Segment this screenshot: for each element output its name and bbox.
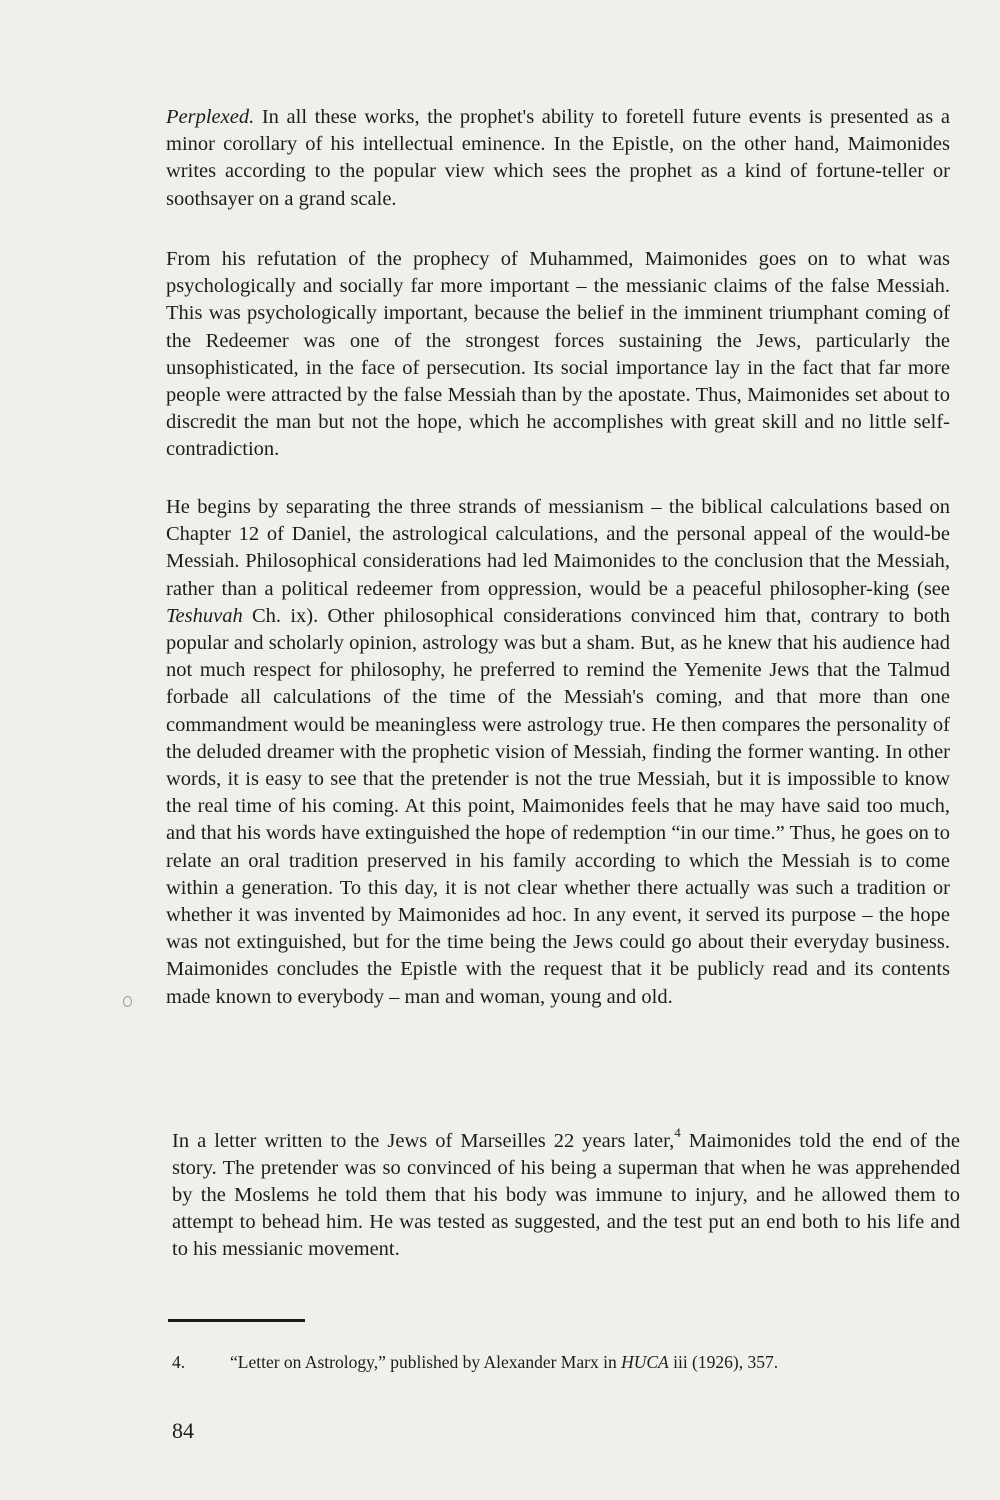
footnote — [172, 1351, 778, 1373]
footnote-text: “Letter on Astrology,” published by Alexander Marx in — [230, 1352, 622, 1372]
paragraph-marseilles-letter — [172, 1125, 960, 1263]
footnote-text-continued: iii (1926), 357. — [668, 1352, 779, 1372]
paragraph-perplexed — [166, 104, 950, 213]
italic-teshuvah: Teshuvah — [166, 604, 243, 627]
scan-speck-mark — [123, 996, 132, 1007]
paragraph-text: In a letter written to the Jews of Marseilles 22 years later, — [172, 1130, 675, 1152]
paragraph-text: He begins by separating the three strands of messianism – the biblical calculations based on Chapter 12 of Daniel, the astrological calculations, and the personal appeal of the would-be Messiah. Philosophical considerations had led Maimonides to the conclusion that the Messiah, rather than a political redeemer from oppression, would be a peaceful philosopher-king (see — [166, 496, 950, 600]
paragraph-refutation — [166, 246, 950, 464]
italic-lead-word: Perplexed. — [166, 106, 255, 128]
page-number: 84 — [172, 1418, 194, 1443]
paragraph-text-continued: Ch. ix). Other philosophical considerations convinced him that, contrary to both popular and scholarly opinion, astrology was but a sham. But, as he knew that his audience had not much respect for philosophy, he preferred to remind the Yemenite Jews that the Talmud forbade all calculations of the time of the Messiah's coming, and that more than one commandment would be meaningless were astrology true. He then compares the personality of the deluded dreamer with the prophetic vision of Messiah, finding the former wanting. In other words, it is easy to see that the pretender is not the true Messiah, but it is impossible to know the real time of his coming. At this point, Maimonides feels that he may have said too much, and that his words have extinguished the hope of redemption “in our time.” Thus, he goes on to relate an oral tradition preserved in his family according to which the Messiah is to come within a generation. To this day, it is not clear whether there actually was such a tradition or whether it was invented by Maimonides ad hoc. In any event, it served its purpose – the hope was not extinguished, but for the time being the Jews could go about their everyday business. Maimonides concludes the Epistle with the request that it be publicly read and its contents made known to everybody – man and woman, young and old. — [166, 604, 950, 1008]
footnote-italic-journal: HUCA — [621, 1352, 669, 1372]
paragraph-text-continued: Maimonides told the end of the story. The pretender was so convinced of his being a superman that when he was apprehended by the Moslems he told them that his body was immune to injury, and he allowed them to attempt to behead him. He was tested as suggested, and the test put an end both to his life and to his messianic movement. — [172, 1130, 960, 1260]
footnote-reference: 4 — [674, 1125, 681, 1141]
paragraph-text: From his refutation of the prophecy of Muhammed, Maimonides goes on to what was psychologically and socially far more important – the messianic claims of the false Messiah. This was psychologically important, because the belief in the imminent triumphant coming of the Redeemer was one of the strongest forces sustaining the Jews, particularly the unsophisticated, in the face of persecution. Its social importance lay in the fact that far more people were attracted by the false Messiah than by the apostate. Thus, Maimonides set about to discredit the man but not the hope, which he accomplishes with great skill and no little self-contradiction. — [166, 248, 950, 461]
paragraph-text: In all these works, the prophet's ability to foretell future events is presented as a minor corollary of his intellectual eminence. In the Epistle, on the other hand, Maimonides writes according to the popular view which sees the prophet as a kind of fortune-teller or soothsayer on a grand scale. — [166, 106, 950, 210]
footnote-number: 4. — [172, 1352, 186, 1372]
paragraph-messianism — [166, 494, 950, 1011]
footnote-divider — [168, 1319, 305, 1322]
